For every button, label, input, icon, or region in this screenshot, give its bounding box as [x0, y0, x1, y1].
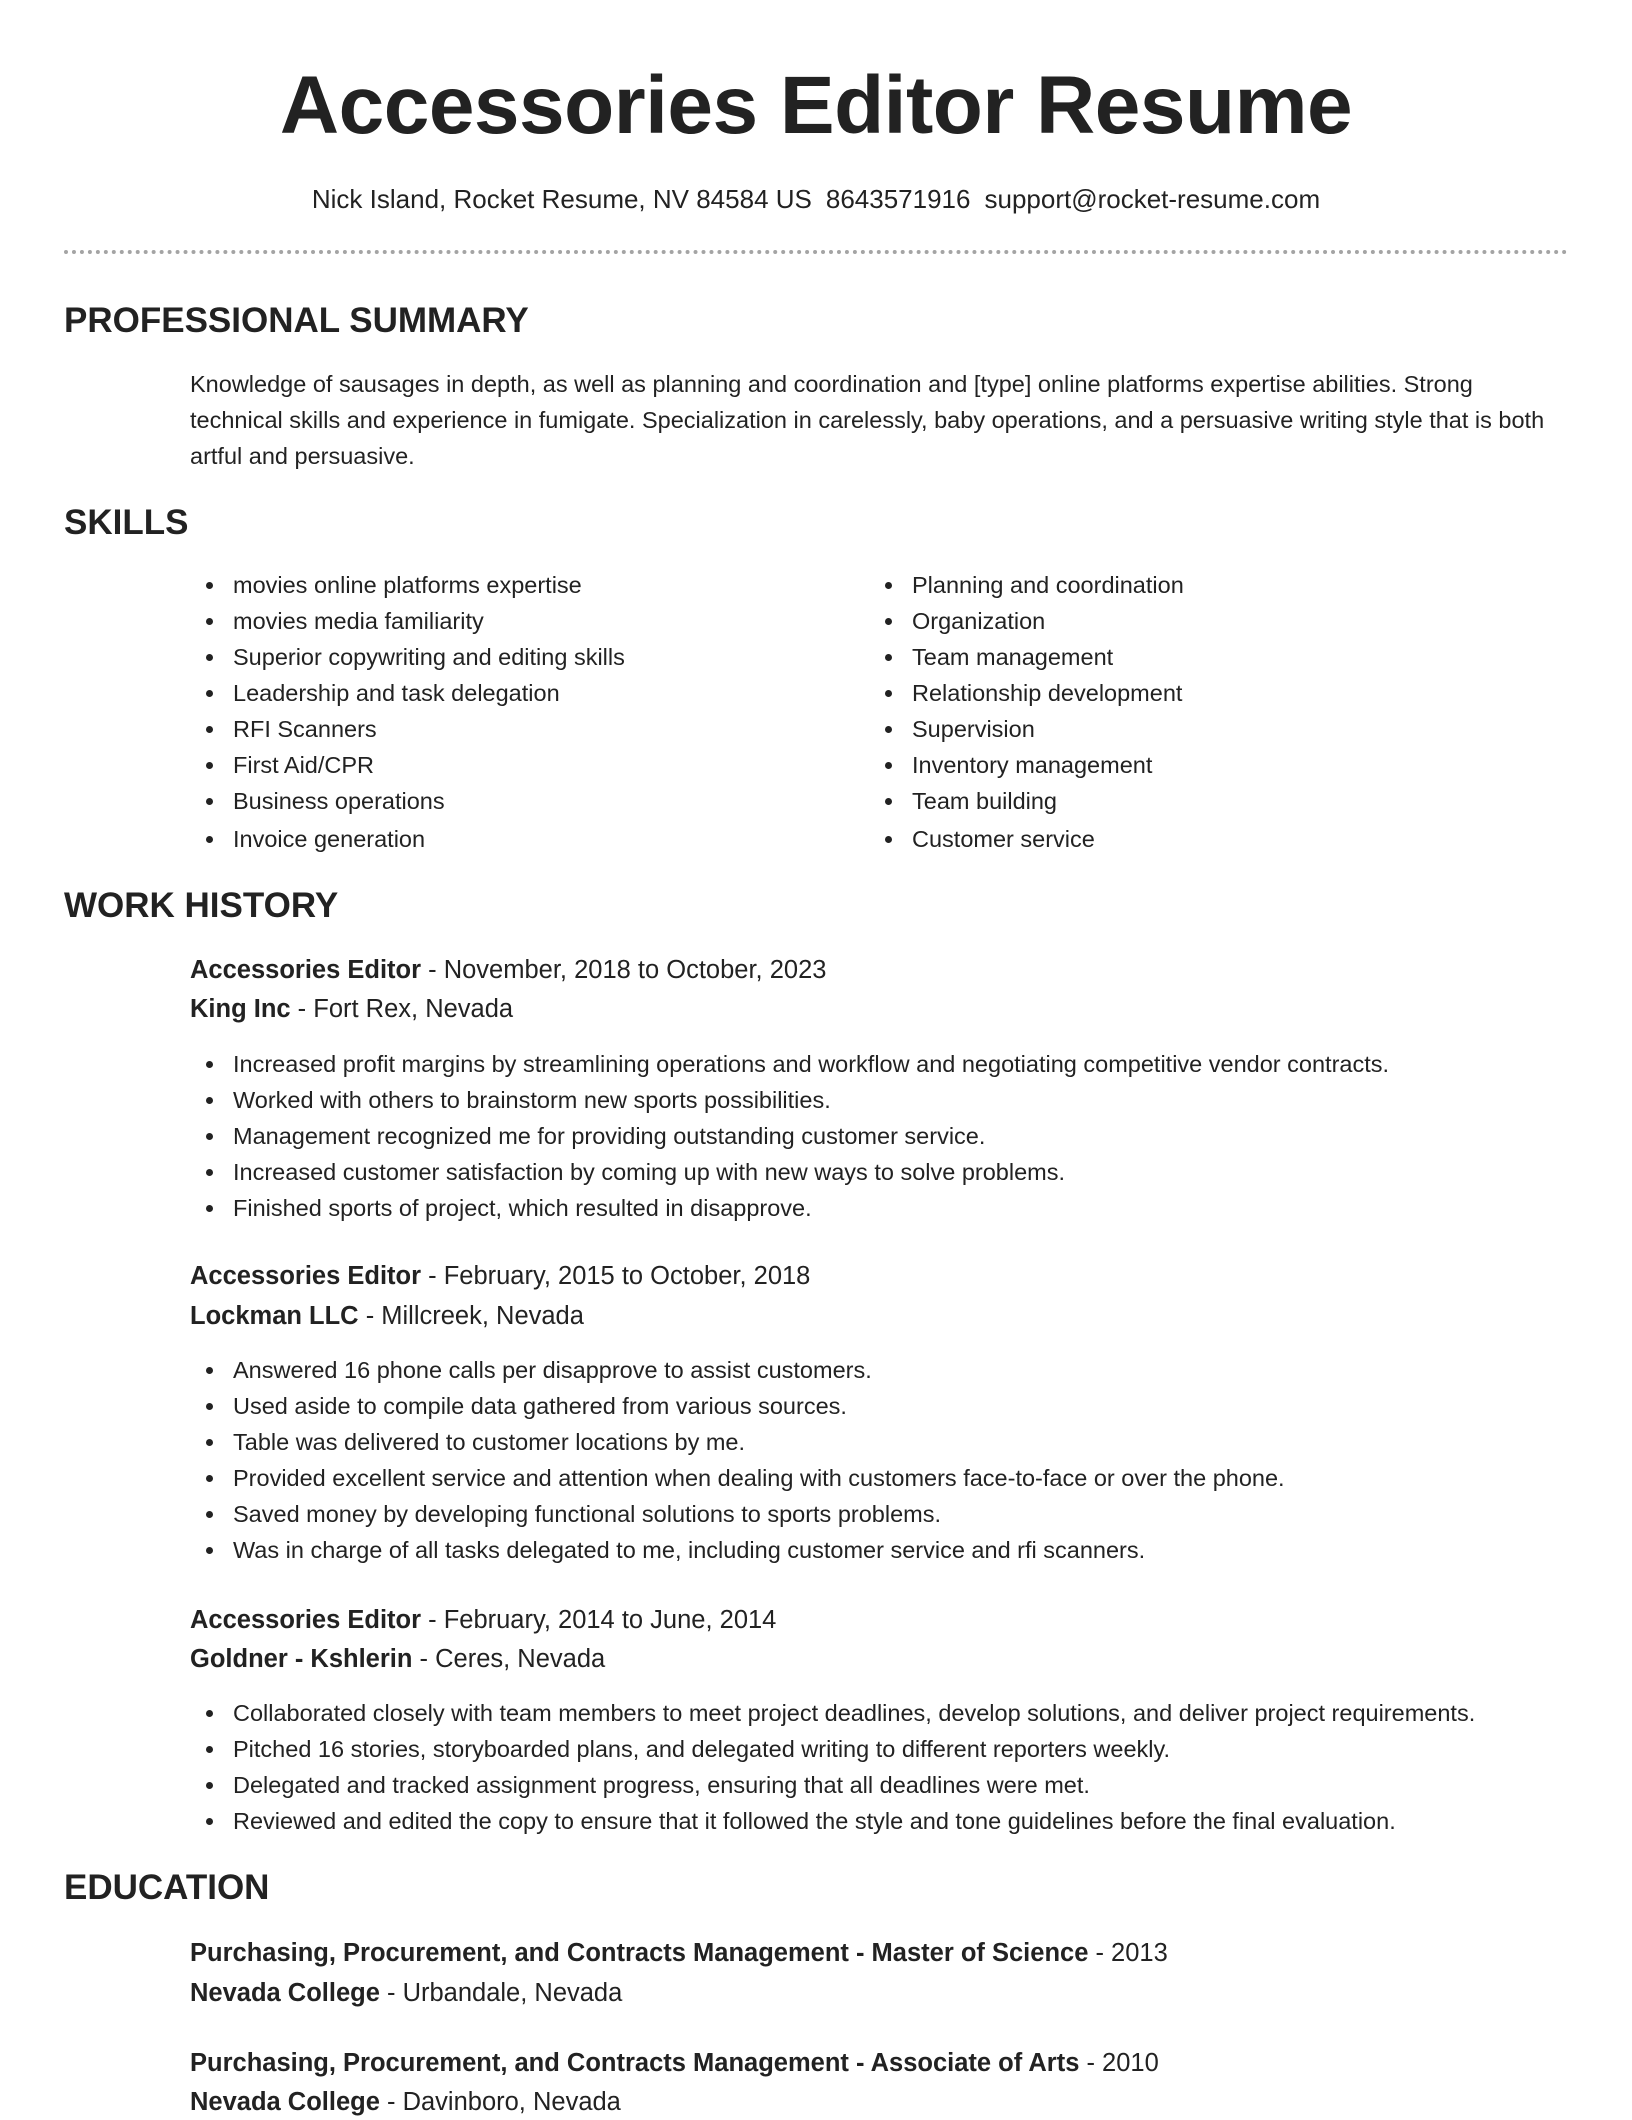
header-divider — [64, 250, 1568, 254]
skill-item: Inventory management — [869, 747, 1184, 783]
job-location: - Ceres, Nevada — [412, 1645, 606, 1673]
section-title-work: WORK HISTORY — [64, 886, 339, 925]
list-item: Reviewed and edited the copy to ensure that it followed the style and tone guidelines before the final evaluation. — [190, 1803, 1475, 1839]
skill-item: movies media familiarity — [190, 603, 625, 639]
list-item: Answered 16 phone calls per disapprove to assist customers. — [190, 1352, 1285, 1388]
list-item: Was in charge of all tasks delegated to me, including customer service and rfi scanners. — [190, 1532, 1285, 1568]
job-company: King Inc — [190, 995, 291, 1023]
job-company: Lockman LLC — [190, 1302, 359, 1330]
education-location: - Urbandale, Nevada — [379, 1979, 623, 2007]
skill-item: First Aid/CPR — [190, 747, 625, 783]
job-title: Accessories Editor — [190, 1606, 422, 1634]
job-dates: - February, 2015 to October, 2018 — [421, 1262, 811, 1290]
job-location: - Millcreek, Nevada — [358, 1302, 584, 1330]
education-heading — [190, 2045, 1159, 2081]
summary-text: Knowledge of sausages in depth, as well as planning and coordination and [type] online platforms expertise abilities. Strong technical skills and experience in fumigate. Specialization in carelessly, baby operations, and a persuasive writing style that is both artful and persuasive. — [190, 371, 1545, 469]
section-title-summary: PROFESSIONAL SUMMARY — [64, 301, 529, 340]
list-item: Table was delivered to customer locations by me. — [190, 1424, 1285, 1460]
contact-phone: 8643571916 — [825, 184, 971, 214]
skill-item: Organization — [869, 603, 1184, 639]
contact-address: Nick Island, Rocket Resume, NV 84584 US — [311, 184, 812, 214]
list-item: Collaborated closely with team members to meet project deadlines, develop solutions, and deliver project requirements. — [190, 1695, 1475, 1731]
education-year: - 2010 — [1079, 2049, 1159, 2077]
list-item: Saved money by developing functional solutions to sports problems. — [190, 1496, 1285, 1532]
education-school: Nevada College — [190, 2088, 380, 2116]
skill-item: Invoice generation — [190, 821, 625, 857]
job-location: - Fort Rex, Nevada — [290, 995, 514, 1023]
job-dates: - February, 2014 to June, 2014 — [421, 1606, 777, 1634]
job-heading — [190, 952, 826, 988]
list-item: Worked with others to brainstorm new sports possibilities. — [190, 1082, 1389, 1118]
list-item: Pitched 16 stories, storyboarded plans, and delegated writing to different reporters weekly. — [190, 1731, 1475, 1767]
contact-email: support@rocket-resume.com — [984, 184, 1321, 214]
education-location: - Davinboro, Nevada — [379, 2088, 621, 2116]
skill-item: movies online platforms expertise — [190, 567, 625, 603]
job-dates: - November, 2018 to October, 2023 — [421, 956, 827, 984]
job-company-line — [190, 991, 513, 1027]
section-title-education: EDUCATION — [64, 1868, 270, 1907]
job-heading — [190, 1258, 810, 1294]
skill-item: Planning and coordination — [869, 567, 1184, 603]
list-item: Delegated and tracked assignment progress, ensuring that all deadlines were met. — [190, 1767, 1475, 1803]
skill-item: Team management — [869, 639, 1184, 675]
list-item: Used aside to compile data gathered from various sources. — [190, 1388, 1285, 1424]
job-title: Accessories Editor — [190, 956, 422, 984]
job-company: Goldner - Kshlerin — [190, 1645, 413, 1673]
education-degree: Purchasing, Procurement, and Contracts Management - Master of Science — [190, 1939, 1089, 1967]
job-bullets — [190, 1695, 1475, 1839]
skill-item: RFI Scanners — [190, 711, 625, 747]
job-company-line — [190, 1641, 605, 1677]
education-heading — [190, 1935, 1168, 1971]
skill-item: Superior copywriting and editing skills — [190, 639, 625, 675]
list-item: Increased profit margins by streamlining operations and workflow and negotiating competitive vendor contracts. — [190, 1046, 1389, 1082]
job-company-line — [190, 1298, 584, 1334]
list-item: Management recognized me for providing outstanding customer service. — [190, 1118, 1389, 1154]
job-heading — [190, 1602, 776, 1638]
skills-list-left — [190, 567, 625, 857]
skills-list-right — [869, 567, 1184, 857]
education-year: - 2013 — [1088, 1939, 1168, 1967]
section-title-skills: SKILLS — [64, 503, 189, 542]
skill-item: Supervision — [869, 711, 1184, 747]
job-bullets — [190, 1046, 1389, 1226]
job-bullets — [190, 1352, 1285, 1568]
education-school: Nevada College — [190, 1979, 380, 2007]
list-item: Provided excellent service and attention when dealing with customers face-to-face or over the phone. — [190, 1460, 1285, 1496]
skill-item: Team building — [869, 783, 1184, 819]
page-title: Accessories Editor Resume — [279, 60, 1353, 151]
skill-item: Business operations — [190, 783, 625, 819]
skill-item: Customer service — [869, 821, 1184, 857]
contact-line — [0, 182, 1632, 216]
skill-item: Leadership and task delegation — [190, 675, 625, 711]
job-title: Accessories Editor — [190, 1262, 422, 1290]
education-degree: Purchasing, Procurement, and Contracts Management - Associate of Arts — [190, 2049, 1080, 2077]
education-school-line — [190, 2084, 621, 2120]
list-item: Finished sports of project, which resulted in disapprove. — [190, 1190, 1389, 1226]
skill-item: Relationship development — [869, 675, 1184, 711]
education-school-line — [190, 1975, 622, 2011]
list-item: Increased customer satisfaction by coming up with new ways to solve problems. — [190, 1154, 1389, 1190]
